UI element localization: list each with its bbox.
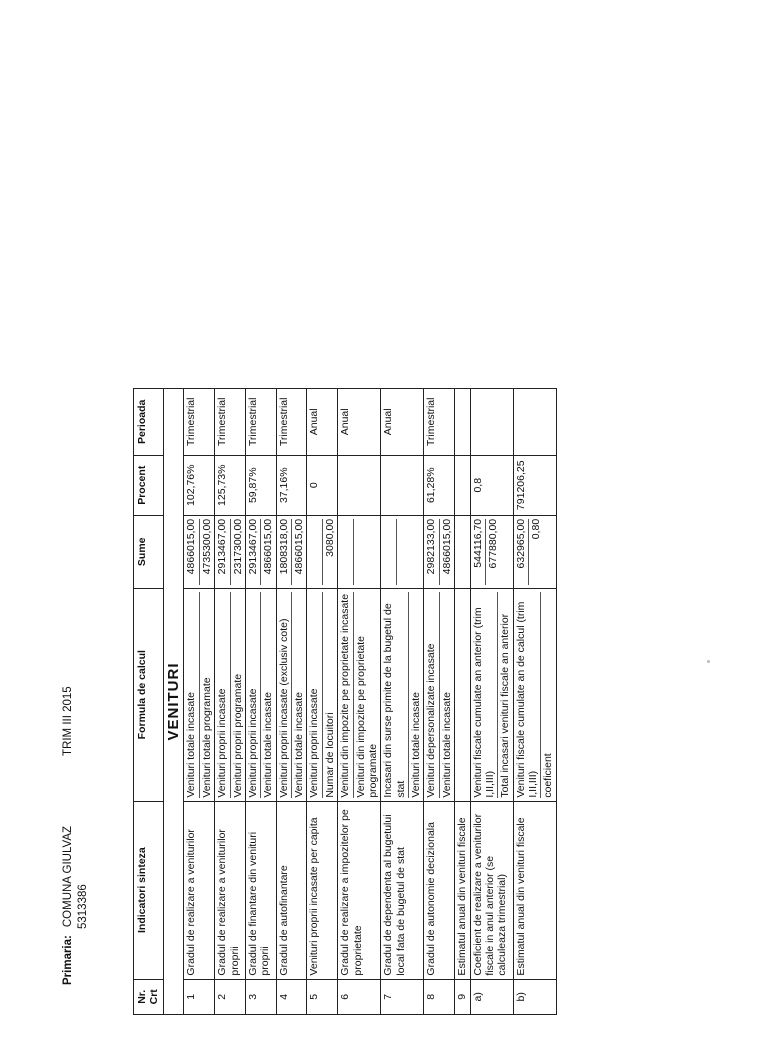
cell-indicator: Gradul de realizare a veniturilor proprii xyxy=(215,801,246,979)
formula-line: Venituri proprii incasate xyxy=(308,592,322,798)
formula-line: Venituri totale incasate xyxy=(410,692,423,798)
primaria-label: Primaria: xyxy=(62,935,74,985)
col-header-procent: Procent xyxy=(134,455,164,515)
cell-indicator: Estimatul anual din venituri fiscale xyxy=(513,801,556,979)
cell-nr: b) xyxy=(513,979,556,1014)
table-header-row xyxy=(134,389,164,1015)
cell-perioada xyxy=(455,389,470,456)
formula-line: Venituri din impozite pe proprietate programate xyxy=(354,635,379,798)
cell-sume xyxy=(338,515,381,588)
cell-formula xyxy=(381,588,424,801)
table-title: VENITURI xyxy=(163,389,184,1015)
col-header-formula: Formula de calcul xyxy=(134,588,164,801)
scan-artifact xyxy=(707,660,710,663)
cell-indicator: Gradul de realizare a impozitelor pe proprietate xyxy=(338,801,381,979)
cell-perioada: Trimestrial xyxy=(184,389,215,456)
cell-nr: 9 xyxy=(455,979,470,1014)
sume-line: 3080,00 xyxy=(323,518,336,557)
sume-line xyxy=(355,519,367,585)
cell-formula xyxy=(338,588,381,801)
formula-line: Venituri fiscale cumulate an anterior (trim I,II,III) xyxy=(472,592,499,798)
sume-line xyxy=(382,519,396,585)
formula-line: Numar de locuitori xyxy=(323,712,336,798)
cell-formula xyxy=(455,588,470,801)
cell-sume xyxy=(276,515,307,588)
cell-procent: 59,87% xyxy=(245,455,276,515)
cell-nr: 2 xyxy=(215,979,246,1014)
sume-line: 4866015,00 xyxy=(262,518,275,575)
formula-line: Venituri fiscale cumulate an de calcul (trim I,II,III) xyxy=(515,592,542,798)
sume-line: 4866015,00 xyxy=(293,518,306,575)
formula-line xyxy=(456,592,468,798)
formula-line: Venituri proprii incasate xyxy=(247,592,261,798)
cell-perioada xyxy=(470,389,513,456)
sume-line xyxy=(456,519,468,585)
table-row xyxy=(513,389,556,1015)
formula-line: Total incasari venituri fiscale an anterior xyxy=(499,613,512,798)
cell-indicator: Gradul de realizare a veniturilor xyxy=(184,801,215,979)
sume-line: 677880,00 xyxy=(486,518,499,569)
cell-sume xyxy=(307,515,338,588)
cell-indicator: Gradul de autofinantare xyxy=(276,801,307,979)
cell-indicator: Gradul de dependenta al bugetului local fata de bugetul de stat xyxy=(381,801,424,979)
formula-line: Venituri totale incasate xyxy=(293,692,306,798)
venituri-table xyxy=(133,388,557,1015)
cell-procent: 125,73% xyxy=(215,455,246,515)
table-row xyxy=(470,389,513,1015)
formula-line: Venituri totale programate xyxy=(200,677,213,798)
primaria-value: COMUNA GIULVAZ xyxy=(62,825,74,928)
venituri-table-wrapper xyxy=(133,388,557,1015)
table-row xyxy=(381,389,424,1015)
formula-line: Venituri depersonalizate incasate xyxy=(425,592,439,798)
sume-line: 1808318,00 xyxy=(278,519,292,585)
formula-line: Venituri totale incasate xyxy=(440,692,453,798)
sume-line xyxy=(339,519,353,585)
sume-line: 4866015,00 xyxy=(440,518,453,575)
cell-procent: 102,76% xyxy=(184,455,215,515)
cell-sume xyxy=(245,515,276,588)
table-title-row xyxy=(163,389,184,1015)
cell-sume xyxy=(424,515,455,588)
formula-line: Incasari din surse primite de la bugetul de stat xyxy=(382,592,409,798)
sume-line: 4866015,00 xyxy=(185,519,199,585)
formula-line: coeficient xyxy=(542,753,555,798)
cell-sume xyxy=(215,515,246,588)
cell-formula xyxy=(307,588,338,801)
cell-perioada: Trimestrial xyxy=(424,389,455,456)
cell-nr: a) xyxy=(470,979,513,1014)
cell-formula xyxy=(513,588,556,801)
cell-formula xyxy=(215,588,246,801)
table-row xyxy=(245,389,276,1015)
perioada-value: TRIM III 2015 xyxy=(62,686,74,756)
cell-sume xyxy=(470,515,513,588)
cell-nr: 4 xyxy=(276,979,307,1014)
sume-line: 632965,00 xyxy=(515,519,529,585)
cell-sume xyxy=(455,515,470,588)
formula-line: Venituri proprii incasate xyxy=(216,592,230,798)
cell-perioada xyxy=(513,389,556,456)
cell-indicator: Coeficient de realizare a veniturilor fiscale in anul anterior (se calculeaza trimestrial) xyxy=(470,801,513,979)
sume-line: 0,80 xyxy=(530,518,543,540)
cell-indicator: Estimatul anual din venituri fiscale xyxy=(455,801,470,979)
cell-procent xyxy=(455,455,470,515)
cell-formula xyxy=(276,588,307,801)
cell-sume xyxy=(184,515,215,588)
cell-formula xyxy=(184,588,215,801)
sume-line xyxy=(308,519,322,585)
cell-procent: 37,16% xyxy=(276,455,307,515)
cell-formula xyxy=(424,588,455,801)
cell-nr: 3 xyxy=(245,979,276,1014)
cell-perioada: Anual xyxy=(307,389,338,456)
table-row xyxy=(424,389,455,1015)
col-header-sume: Sume xyxy=(134,515,164,588)
sume-line: 2317300,00 xyxy=(231,518,244,575)
cell-indicator: Venituri proprii incasate per capita xyxy=(307,801,338,979)
formula-line: Venituri totale incasate xyxy=(185,592,199,798)
sume-line xyxy=(398,519,410,585)
cell-sume xyxy=(381,515,424,588)
sume-line: 4735300,00 xyxy=(200,518,213,575)
cell-nr: 1 xyxy=(184,979,215,1014)
header-line-1 xyxy=(62,55,74,985)
cell-procent: 0,8 xyxy=(470,455,513,515)
table-row xyxy=(455,389,470,1015)
sume-line: 2913467,00 xyxy=(247,519,261,585)
cell-perioada: Trimestrial xyxy=(215,389,246,456)
col-header-perioada: Perioada xyxy=(134,389,164,456)
table-row xyxy=(215,389,246,1015)
formula-line: Venituri proprii incasate (exclusiv cote) xyxy=(278,592,292,798)
formula-line: Venituri proprii programate xyxy=(231,673,244,798)
formula-line: Venituri din impozite pe proprietate incasate xyxy=(339,592,353,798)
cell-formula xyxy=(245,588,276,801)
table-row xyxy=(338,389,381,1015)
table-row xyxy=(184,389,215,1015)
cell-nr: 5 xyxy=(307,979,338,1014)
cell-procent xyxy=(338,455,381,515)
cell-nr: 7 xyxy=(381,979,424,1014)
table-row xyxy=(307,389,338,1015)
cell-procent: 0 xyxy=(307,455,338,515)
table-row xyxy=(276,389,307,1015)
cell-nr: 8 xyxy=(424,979,455,1014)
cell-indicator: Gradul de autonomie decizionala xyxy=(424,801,455,979)
cell-procent: 791206,25 xyxy=(513,455,556,515)
primaria-code: 5313386 xyxy=(77,884,89,929)
sume-line: 544116,70 xyxy=(472,519,486,585)
cell-nr: 6 xyxy=(338,979,381,1014)
sume-line: 2982133,00 xyxy=(425,519,439,585)
cell-perioada: Anual xyxy=(338,389,381,456)
col-header-nr: Nr. Crt xyxy=(134,979,164,1014)
cell-formula xyxy=(470,588,513,801)
col-header-indicator: Indicatori sinteza xyxy=(134,801,164,979)
formula-line: Venituri totale incasate xyxy=(262,692,275,798)
cell-perioada: Trimestrial xyxy=(245,389,276,456)
document-header xyxy=(62,55,89,985)
cell-sume xyxy=(513,515,556,588)
cell-perioada: Anual xyxy=(381,389,424,456)
table-body xyxy=(184,389,556,1015)
cell-procent: 61,28% xyxy=(424,455,455,515)
cell-procent xyxy=(381,455,424,515)
sume-line: 2913467,00 xyxy=(216,519,230,585)
header-line-2 xyxy=(77,55,89,929)
cell-perioada: Trimestrial xyxy=(276,389,307,456)
cell-indicator: Gradul de finantare din venituri proprii xyxy=(245,801,276,979)
